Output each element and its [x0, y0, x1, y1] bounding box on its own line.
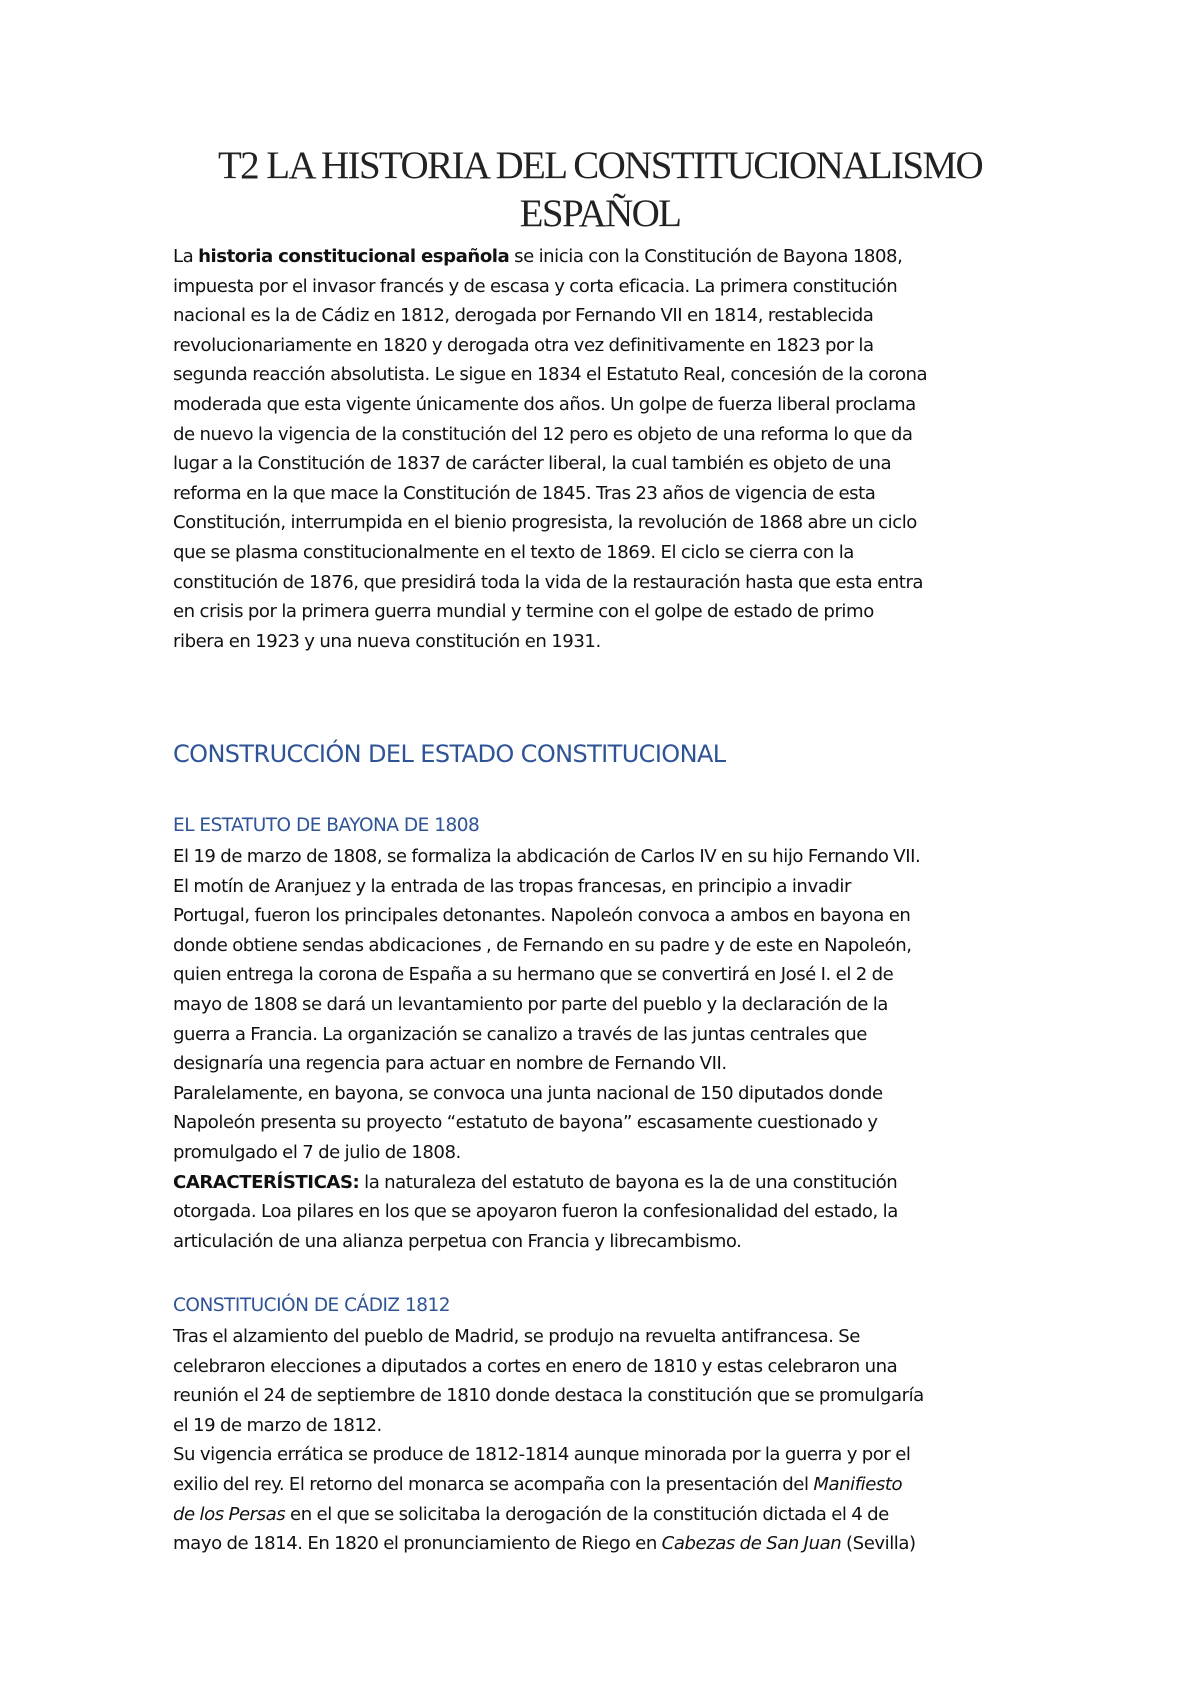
intro-line: en crisis por la primera guerra mundial y termine con el golpe de estado de primo	[173, 601, 874, 623]
intro-line: de nuevo la vigencia de la constitución del 12 pero es objeto de una reforma lo que da	[173, 423, 913, 445]
cadiz-line: Su vigencia errática se produce de 1812-1814 aunque minorada por la guerra y por el	[173, 1444, 911, 1466]
bayona-line: Napoleón presenta su proyecto “estatuto de bayona” escasamente cuestionado y	[173, 1112, 878, 1134]
title-line-1: T2 LA HISTORIA DEL CONSTITUCIONALISMO	[217, 144, 983, 187]
bayona-line: quien entrega la corona de España a su hermano que se convertirá en José I. el 2 de	[173, 964, 894, 986]
section-heading-construccion: CONSTRUCCIÓN DEL ESTADO CONSTITUCIONAL	[173, 740, 726, 768]
cadiz-line: Tras el alzamiento del pueblo de Madrid, se produjo na revuelta antifrancesa. Se	[173, 1326, 860, 1347]
intro-prefix: La	[173, 246, 199, 267]
cabezas-italic: Cabezas de San Juan	[661, 1533, 842, 1555]
caracteristicas-text: la naturaleza del estatuto de bayona es la de una constitución	[359, 1171, 898, 1193]
title-line-2: ESPAÑOL	[519, 192, 681, 235]
document-title	[120, 142, 1080, 238]
intro-bold-term: historia constitucional española	[198, 246, 510, 267]
cadiz-riego-post: (Sevilla)	[841, 1533, 916, 1555]
caracteristicas-line: articulación de una alianza perpetua con Francia y librecambismo.	[173, 1230, 742, 1252]
bayona-line: Portugal, fueron los principales detonantes. Napoleón convoca a ambos en bayona en	[173, 905, 911, 927]
persas-italic: de los Persas	[173, 1503, 286, 1525]
bayona-line: El 19 de marzo de 1808, se formaliza la abdicación de Carlos IV en su hijo Fernando VII.	[173, 846, 921, 867]
intro-line-1	[173, 242, 1043, 272]
intro-paragraph	[173, 242, 1043, 656]
intro-line: reforma en la que mace la Constitución de 1845. Tras 23 años de vigencia de esta	[173, 482, 876, 504]
intro-line: nacional es la de Cádiz en 1812, derogada por Fernando VII en 1814, restablecida	[173, 305, 874, 327]
intro-line: Constitución, interrumpida en el bienio progresista, la revolución de 1868 abre un ciclo	[173, 512, 917, 534]
cadiz-line-persas	[173, 1500, 1043, 1530]
caracteristicas-line: otorgada. Loa pilares en los que se apoyaron fueron la confesionalidad del estado, la	[173, 1201, 898, 1223]
cadiz-line: celebraron elecciones a diputados a cortes en enero de 1810 y estas celebraron una	[173, 1355, 898, 1377]
intro-line: lugar a la Constitución de 1837 de carácter liberal, la cual también es objeto de una	[173, 453, 892, 475]
bayona-line: guerra a Francia. La organización se canalizo a través de las juntas centrales que	[173, 1023, 867, 1045]
intro-line-1-rest: se inicia con la Constitución de Bayona 1808,	[509, 246, 903, 267]
manifiesto-italic: Manifiesto	[813, 1473, 903, 1495]
intro-line: segunda reacción absolutista. Le sigue en 1834 el Estatuto Real, concesión de la corona	[173, 364, 928, 386]
bayona-line: mayo de 1808 se dará un levantamiento por parte del pueblo y la declaración de la	[173, 993, 888, 1015]
bayona-line: designaría una regencia para actuar en nombre de Fernando VII.	[173, 1053, 727, 1075]
cadiz-line: el 19 de marzo de 1812.	[173, 1414, 382, 1436]
intro-line: moderada que esta vigente únicamente dos años. Un golpe de fuerza liberal proclama	[173, 393, 916, 415]
bayona-paragraph	[173, 842, 1043, 1256]
cadiz-line-manifiesto	[173, 1470, 1043, 1500]
caracteristicas-label: CARACTERÍSTICAS:	[173, 1171, 360, 1193]
intro-line: revolucionariamente en 1820 y derogada otra vez definitivamente en 1823 por la	[173, 334, 874, 356]
cadiz-riego-pre: mayo de 1814. En 1820 el pronunciamiento de Riego en	[173, 1533, 662, 1555]
intro-line: ribera en 1923 y una nueva constitución en 1931.	[173, 630, 601, 652]
bayona-line: El motín de Aranjuez y la entrada de las tropas francesas, en principio a invadir	[173, 875, 851, 897]
bayona-line: promulgado el 7 de julio de 1808.	[173, 1141, 461, 1163]
cadiz-persas-post: en el que se solicitaba la derogación de la constitución dictada el 4 de	[285, 1503, 889, 1525]
subheading-bayona: EL ESTATUTO DE BAYONA DE 1808	[173, 815, 480, 836]
intro-line: impuesta por el invasor francés y de escasa y corta eficacia. La primera constitución	[173, 275, 898, 297]
bayona-line: Paralelamente, en bayona, se convoca una junta nacional de 150 diputados donde	[173, 1082, 883, 1104]
cadiz-manifiesto-pre: exilio del rey. El retorno del monarca se acompaña con la presentación del	[173, 1473, 814, 1495]
cadiz-line: reunión el 24 de septiembre de 1810 donde destaca la constitución que se promulgaría	[173, 1385, 924, 1407]
intro-line: que se plasma constitucionalmente en el texto de 1869. El ciclo se cierra con la	[173, 541, 854, 563]
intro-line: constitución de 1876, que presidirá toda la vida de la restauración hasta que esta entra	[173, 571, 924, 593]
caracteristicas-line-1	[173, 1168, 1043, 1198]
bayona-line: donde obtiene sendas abdicaciones , de Fernando en su padre y de este en Napoleón,	[173, 934, 912, 956]
subheading-cadiz: CONSTITUCIÓN DE CÁDIZ 1812	[173, 1295, 451, 1316]
cadiz-line-riego	[173, 1529, 1043, 1559]
cadiz-paragraph	[173, 1322, 1043, 1559]
